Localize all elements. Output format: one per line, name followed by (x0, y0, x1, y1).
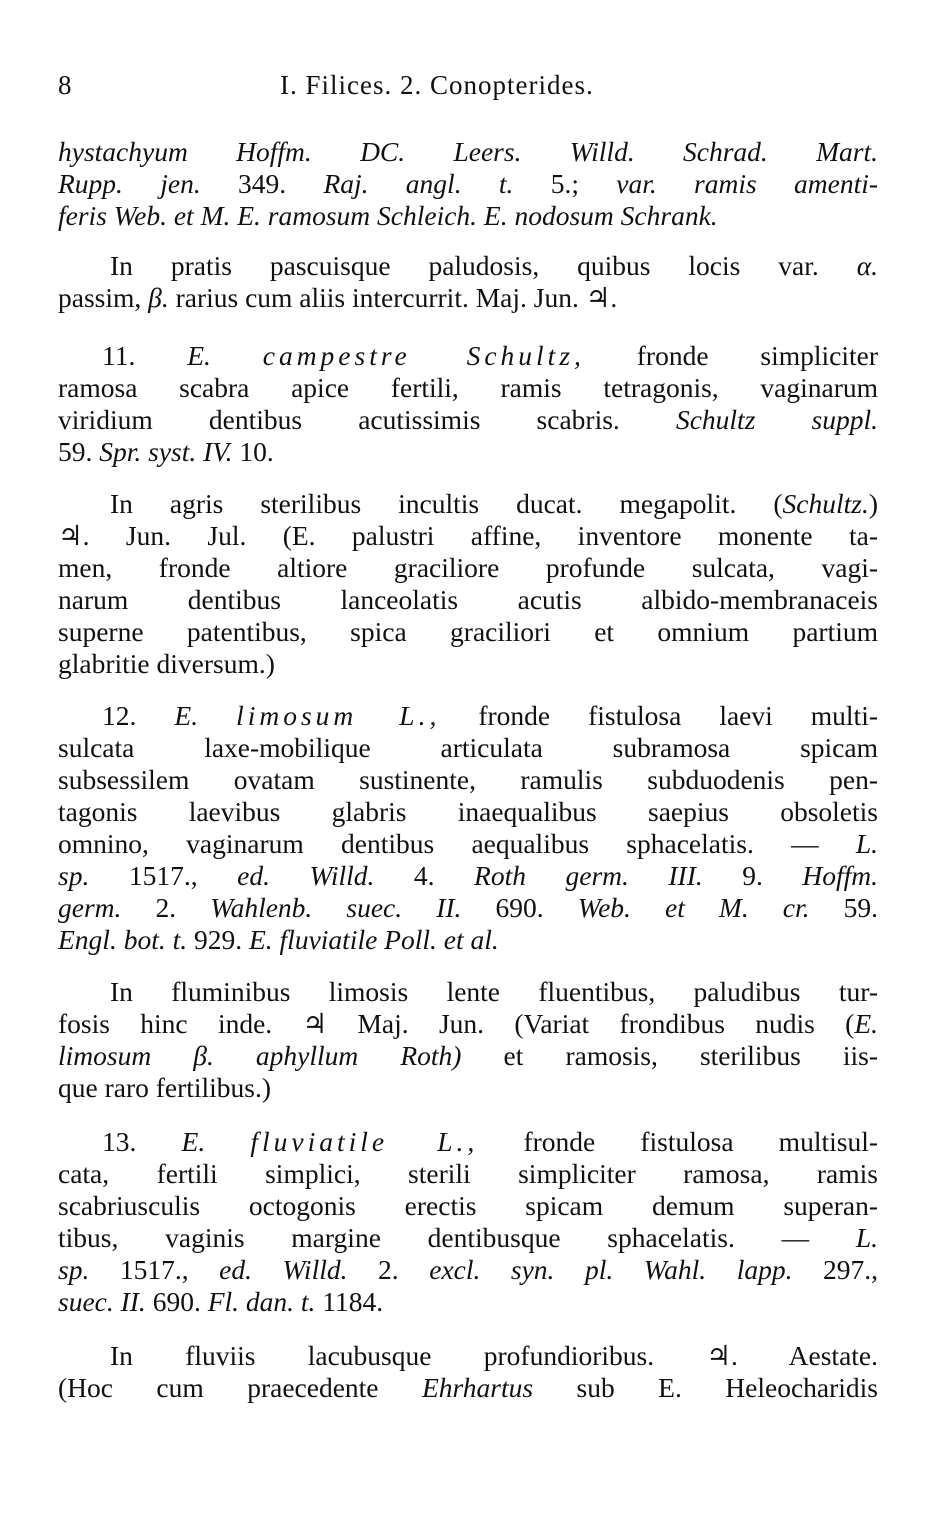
text-segment: 690. (461, 892, 578, 923)
italic-segment: germ. (58, 892, 122, 923)
text-segment: ) (868, 488, 878, 519)
text-line (58, 370, 878, 406)
italic-segment: Rupp. jen. (58, 168, 238, 199)
italic-segment: campestre Schultz, (262, 340, 585, 371)
text-segment: 349. (238, 168, 324, 199)
text-line (58, 582, 878, 618)
italic-segment: Hoffm. (802, 860, 879, 891)
italic-segment: hystachyum Hoffm. DC. Leers. Willd. Schrad. Mart. (58, 136, 878, 167)
text-segment: 1184. (315, 1286, 384, 1317)
italic-segment: fluviatile L., (250, 1126, 479, 1157)
text-segment: 59. (58, 436, 100, 467)
italic-segment: suec. II. (58, 1286, 146, 1317)
text-segment: superne patentibus, spica graciliori et omnium partium (58, 616, 878, 647)
italic-segment: feris Web. et M. E. ramosum Schleich. E. nodosum Schrank. (58, 200, 718, 231)
italic-segment: Schultz suppl. (675, 404, 879, 435)
text-segment: fronde simpliciter (584, 340, 878, 371)
italic-segment: Schultz. (782, 488, 869, 519)
text-segment: omnino, vaginarum dentibus aequalibus sphacelatis. — (58, 828, 856, 859)
italic-segment: E. (187, 340, 263, 371)
text-segment: subsessilem ovatam sustinente, ramulis subduodenis pen- (58, 764, 878, 795)
italic-segment: Spr. syst. IV. (99, 436, 233, 467)
text-segment: 2. (121, 892, 211, 923)
text-segment: glabritie diversum.) (58, 648, 275, 679)
text-segment: In agris sterilibus incultis ducat. megapolit. ( (110, 488, 783, 519)
text-line (58, 1188, 878, 1224)
text-line (58, 762, 878, 798)
text-segment: fronde fistulosa multisul- (478, 1126, 878, 1157)
text-segment: In fluminibus limosis lente fluentibus, paludibus tur- (110, 976, 878, 1007)
italic-segment: var. ramis amenti- (616, 168, 879, 199)
text-line (58, 402, 878, 438)
text-segment: ♃. Jun. Jul. (E. palustri affine, inventore monente ta- (58, 520, 878, 551)
text-segment: 10. (232, 436, 274, 467)
italic-segment: sp. (58, 1254, 90, 1285)
text-line (102, 338, 878, 374)
text-segment: passim, (58, 282, 149, 313)
text-segment: tagonis laevibus glabris inaequalibus saepius obsoletis (58, 796, 878, 827)
text-segment: 297., (792, 1254, 879, 1285)
text-segment: 12. (102, 700, 175, 731)
italic-segment: α. (856, 250, 878, 281)
italic-segment: excl. syn. pl. Wahl. lapp. (429, 1254, 793, 1285)
italic-segment: Roth germ. III. (474, 860, 703, 891)
text-segment: 9. (702, 860, 803, 891)
text-line (58, 550, 878, 586)
text-segment: 690. (145, 1286, 208, 1317)
italic-segment: E. (174, 700, 237, 731)
text-segment: In pratis pascuisque paludosis, quibus locis var. (110, 250, 857, 281)
text-segment: 1517., (89, 1254, 220, 1285)
text-segment: 5.; (550, 168, 617, 199)
italic-segment: E. fluviatile Poll. et al. (248, 924, 499, 955)
text-line (58, 646, 878, 682)
text-segment: 11. (102, 340, 188, 371)
text-segment: rarius cum aliis intercurrit. Maj. Jun. ♃. (168, 282, 618, 313)
text-segment: scabriusculis octogonis erectis spicam demum superan- (58, 1190, 878, 1221)
text-segment: 2. (347, 1254, 430, 1285)
text-segment: et ramosis, sterilibus iis- (461, 1040, 878, 1071)
text-line (58, 794, 878, 830)
text-segment: men, fronde altiore graciliore profunde sulcata, vagi- (58, 552, 878, 583)
italic-segment: Fl. dan. t. (207, 1286, 316, 1317)
italic-segment: sp. (58, 860, 90, 891)
italic-segment: L. (855, 828, 878, 859)
italic-segment: L. (855, 1222, 878, 1253)
text-line (58, 1156, 878, 1192)
text-line (110, 1338, 878, 1374)
italic-segment: limosum β. aphyllum Roth) (58, 1040, 462, 1071)
italic-segment: Engl. bot. t. (58, 924, 188, 955)
italic-segment: Raj. angl. t. (323, 168, 551, 199)
text-segment: viridium dentibus acutissimis scabris. (58, 404, 676, 435)
text-line (58, 198, 878, 234)
text-line (58, 518, 878, 554)
text-line (58, 166, 878, 202)
italic-segment: limosum L., (236, 700, 441, 731)
text-segment: tibus, vaginis margine dentibusque sphacelatis. — (58, 1222, 856, 1253)
running-title: I. Filices. 2. Conopterides. (280, 70, 594, 100)
text-line (110, 248, 878, 284)
text-line (110, 974, 878, 1010)
text-line (58, 1220, 878, 1256)
text-segment: ramosa scabra apice fertili, ramis tetragonis, vaginarum (58, 372, 878, 403)
text-line (58, 434, 878, 470)
text-segment: 4. (374, 860, 475, 891)
text-segment: (Hoc cum praecedente (58, 1372, 422, 1403)
text-line (58, 1370, 878, 1406)
italic-segment: β. (148, 282, 169, 313)
text-line (58, 1006, 878, 1042)
text-line (58, 614, 878, 650)
text-line (102, 1124, 878, 1160)
text-segment: cata, fertili simplici, sterili simpliciter ramosa, ramis (58, 1158, 878, 1189)
text-line (58, 1252, 878, 1288)
text-segment: 13. (102, 1126, 182, 1157)
text-line (58, 826, 878, 862)
text-segment: 59. (809, 892, 879, 923)
text-line (58, 280, 878, 316)
page-header (58, 70, 878, 110)
italic-segment: E. (854, 1008, 878, 1039)
text-line (58, 1038, 878, 1074)
text-line (58, 730, 878, 766)
text-line (58, 1284, 878, 1320)
text-segment: In fluviis lacubusque profundioribus. ♃. Aestate. (110, 1340, 878, 1371)
text-segment: que raro fertilibus.) (58, 1072, 272, 1103)
text-segment: 929. (187, 924, 249, 955)
text-line (58, 1070, 878, 1106)
text-line (58, 890, 878, 926)
italic-segment: Web. et M. cr. (577, 892, 810, 923)
italic-segment: Wahlenb. suec. II. (210, 892, 462, 923)
page-number: 8 (58, 70, 73, 100)
italic-segment: ed. Willd. (237, 860, 375, 891)
text-segment: fosis hinc inde. ♃ Maj. Jun. (Variat frondibus nudis ( (58, 1008, 855, 1039)
text-segment: narum dentibus lanceolatis acutis albido-membranaceis (58, 584, 878, 615)
text-line (102, 698, 878, 734)
italic-segment: ed. Willd. (219, 1254, 348, 1285)
text-segment: fronde fistulosa laevi multi- (440, 700, 879, 731)
text-segment: 1517., (89, 860, 238, 891)
italic-segment: E. (181, 1126, 251, 1157)
text-line (58, 922, 878, 958)
italic-segment: Ehrhartus (421, 1372, 534, 1403)
text-segment: sub E. Heleocharidis (533, 1372, 879, 1403)
text-segment: sulcata laxe-mobilique articulata subramosa spicam (58, 732, 878, 763)
text-line (58, 858, 878, 894)
text-line (110, 486, 878, 522)
text-line (58, 134, 878, 170)
